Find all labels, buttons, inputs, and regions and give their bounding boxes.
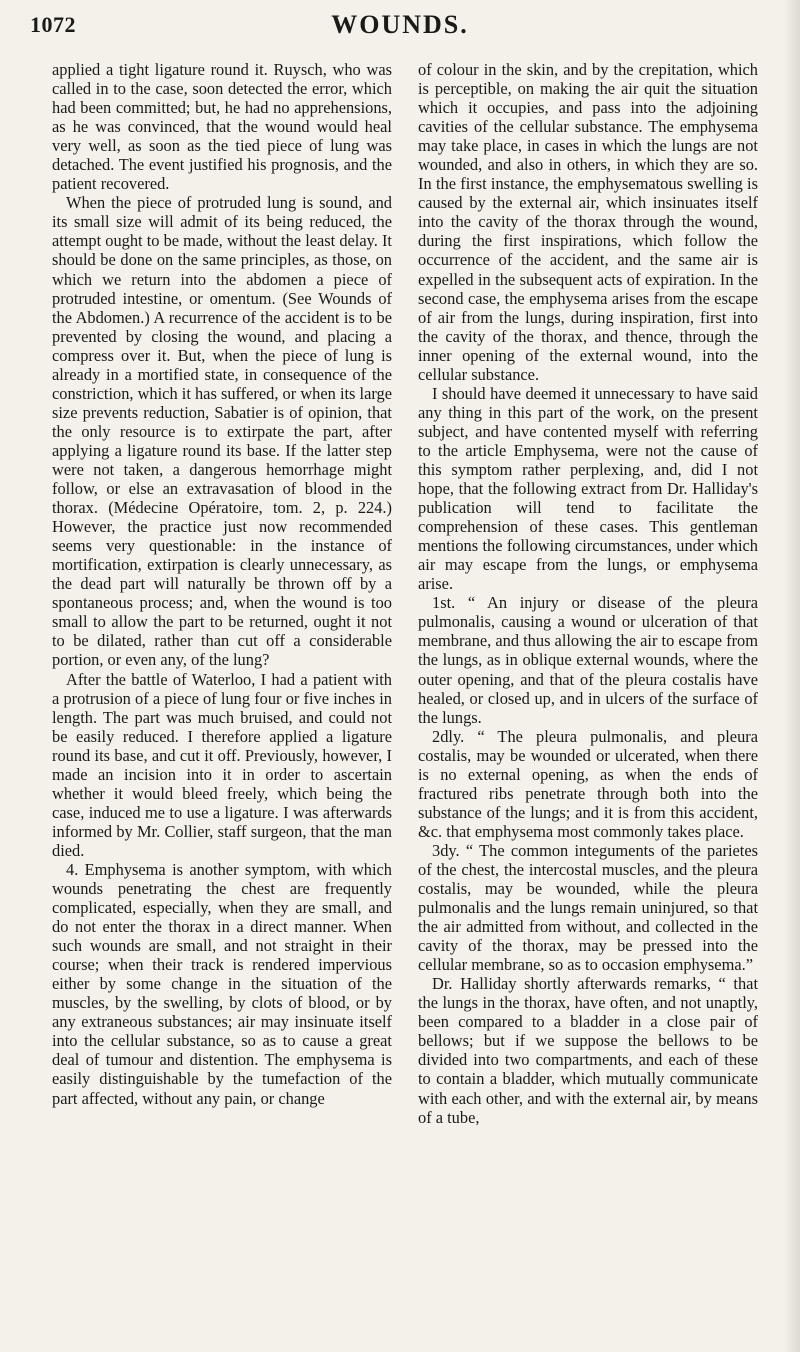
right-column: [418, 60, 758, 1127]
paragraph: of colour in the skin, and by the crepitation, which is perceptible, on making the air quit the situation which it occupies, and pass into the adjoining cavities of the cellular substance. The emphysema may take place, in cases in which the lungs are not wounded, and also in others, in which they are so. In the first instance, the emphysematous swelling is caused by the external air, which insinuates itself into the cavity of the thorax through the wound, during the first inspirations, which follow the occurrence of the accident, and the same air is expelled in the subsequent acts of expiration. In the second case, the emphysema arises from the escape of air from the lungs, during inspiration, first into the cavity of the thorax, and thence, through the inner opening of the external wound, into the cellular substance.: [418, 60, 758, 384]
paragraph: 2dly. “ The pleura pulmonalis, and pleura costalis, may be wounded or ulcerated, when there is no external opening, as when the ends of fractured ribs penetrate through both into the substance of the lungs; and it is from this accident, &c. that emphysema most commonly takes place.: [418, 726, 758, 841]
paragraph: After the battle of Waterloo, I had a patient with a protrusion of a piece of lung four or five inches in length. The part was much bruised, and could not be easily reduced. I therefore applied a ligature round its base, and cut it off. Previously, however, I made an incision into it in order to ascertain whether it would bleed freely, which being the case, induced me to use a ligature. I was afterwards informed by Mr. Collier, staff surgeon, that the man died.: [52, 669, 392, 860]
paragraph: 4. Emphysema is another symptom, with which wounds penetrating the chest are frequently complicated, especially, when they are small, and do not enter the thorax in a direct manner. When such wounds are small, and not straight in their course; when their track is rendered impervious either by some change in the situation of the muscles, by the swelling, by clots of blood, or by any extraneous substances; air may insinuate itself into the cellular substance, so as to cause a great deal of tumour and distention. The emphysema is easily distinguishable by the tumefaction of the part affected, without any pain, or change: [52, 859, 392, 1108]
paragraph: applied a tight ligature round it. Ruysch, who was called in to the case, soon detected the error, which had been committed; but, he had no apprehensions, as he was convinced, that the wound would heal very well, as soon as the tied piece of lung was detached. The event justified his prognosis, and the patient recovered.: [52, 60, 392, 194]
page-edge-shadow: [784, 0, 800, 1352]
paragraph: 3dy. “ The common integuments of the parietes of the chest, the intercostal muscles, and the pleura costalis, may be wounded, while the pleura pulmonalis and the lungs remain uninjured, so that the air admitted from without, and collected in the cavity of the thorax, may be pressed into the cellular membrane, so as to occasion emphysema.”: [418, 840, 758, 975]
paragraph: When the piece of protruded lung is sound, and its small size will admit of its being reduced, the attempt ought to be made, without the least delay. It should be done on the same principles, as those, on which we return into the abdomen a piece of protruded intestine, or omentum. (See Wounds of the Abdomen.) A recurrence of the accident is to be prevented by closing the wound, and placing a compress over it. But, when the piece of lung is already in a mortified state, in consequence of the constriction, which it has suffered, or when its large size prevents reduction, Sabatier is of opinion, that the only resource is to extirpate the part, after applying a ligature round its base. If the latter step were not taken, a dangerous hemorrhage might follow, or else an extravasation of blood in the thorax. (Médecine Opératoire, tom. 2, p. 224.) However, the practice just now recommended seems very questionable: in the instance of mortification, extirpation is clearly unnecessary, as the dead part will naturally be thrown off by a spontaneous process; and, when the wound is too small to allow the part to be returned, ought it not to be dilated, rather than cut off a considerable portion, or even any, of the lung?: [52, 193, 392, 670]
paragraph: 1st. “ An injury or disease of the pleura pulmonalis, causing a wound or ulceration of that membrane, and thus allowing the air to escape from the lungs, as in oblique external wounds, where the outer opening, and that of the pleura costalis have healed, or closed up, and in ulcers of the surface of the lungs.: [418, 593, 758, 727]
paragraph: I should have deemed it unnecessary to have said any thing in this part of the work, on the present subject, and have contented myself with referring to the article Emphysema, were not the cause of this symptom rather perplexing, and, did I not hope, that the following extract from Dr. Halliday's publication will tend to facilitate the comprehension of these cases. This gentleman mentions the following circumstances, under which air may escape from the lungs, or emphysema arise.: [418, 383, 758, 594]
page-number: 1072: [30, 12, 76, 37]
page-header: [0, 6, 800, 46]
running-head: WOUNDS.: [331, 10, 469, 39]
paragraph: Dr. Halliday shortly afterwards remarks, “ that the lungs in the thorax, have often, and not unaptly, been compared to a bladder in a close pair of bellows; but if we suppose the bellows to be divided into two compartments, and each of these to contain a bladder, which mutually communicate with each other, and with the external air, by means of a tube,: [418, 974, 758, 1127]
left-column: [52, 60, 392, 1108]
